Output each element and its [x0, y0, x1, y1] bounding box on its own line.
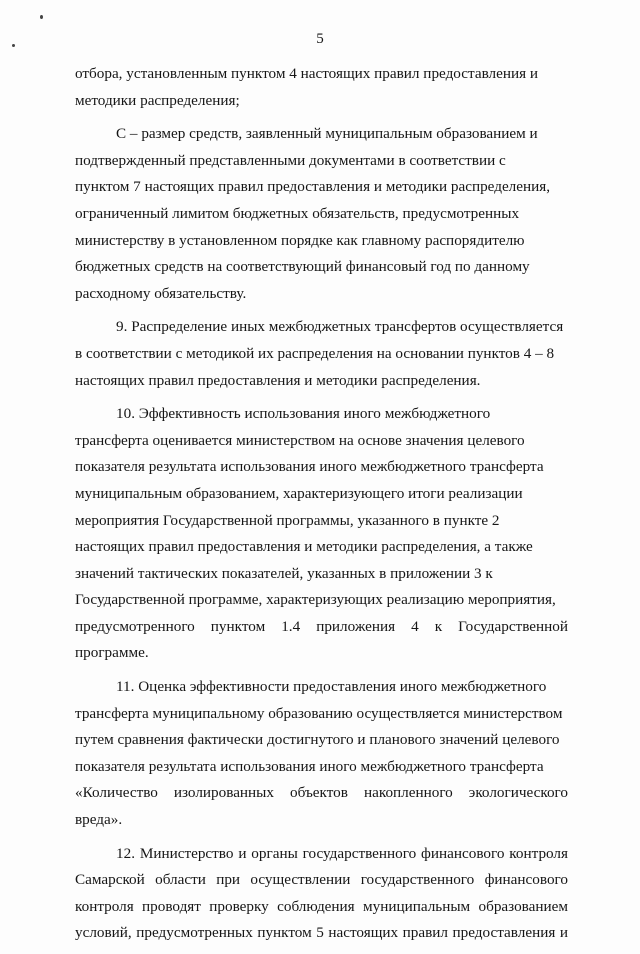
paragraph-1 — [75, 61, 568, 114]
paragraph-item-10 — [75, 401, 568, 667]
line: муниципальным образованием, характеризующего итоги реализации — [75, 484, 523, 502]
line: в соответствии с методикой их распределения на основании пунктов 4 – 8 — [75, 344, 555, 362]
scan-speck — [40, 15, 43, 19]
paragraph-item-11 — [75, 674, 568, 834]
line: трансферта муниципальному образованию осуществляется министерством — [75, 704, 563, 722]
line: показателя результата использования иного межбюджетного трансферта — [75, 757, 544, 775]
paragraph-item-9 — [75, 314, 568, 394]
page-number: 5 — [316, 31, 324, 47]
line: Государственной программе, характеризующих реализацию мероприятия, — [75, 591, 556, 609]
line: расходному обязательству. — [75, 284, 247, 302]
line: методики распределения; — [75, 91, 240, 109]
line: значений тактических показателей, указанных в приложении 3 к — [75, 564, 493, 582]
line: предусмотренного пунктом 1.4 приложения 4 к Государственной программе. — [75, 617, 568, 662]
line: «Количество изолированных объектов накопленного экологического вреда». — [75, 784, 568, 829]
line: отбора, установленным пунктом 4 настоящих правил предоставления и — [75, 65, 539, 82]
line: Самарской области при осуществлении государственного финансового — [75, 871, 568, 889]
paragraph-c-definition — [75, 121, 568, 307]
line: трансферта оценивается министерством на основе значения целевого — [75, 431, 525, 449]
line: 11. Оценка эффективности предоставления иного межбюджетного — [116, 678, 547, 696]
line: пунктом 7 настоящих правил предоставления и методики распределения, — [75, 178, 551, 196]
line: 12. Министерство и органы государственного финансового контроля — [116, 844, 568, 862]
line: контроля проводят проверку соблюдения муниципальным образованием — [75, 897, 568, 915]
line: настоящих правил предоставления и методики распределения, а также — [75, 538, 533, 556]
line: 9. Распределение иных межбюджетных трансфертов осуществляется — [116, 318, 564, 336]
line: ограниченный лимитом бюджетных обязательств, предусмотренных — [75, 204, 520, 222]
line: настоящих правил предоставления и методики распределения. — [75, 371, 481, 389]
line: подтвержденный представленными документами в соответствии с — [75, 151, 506, 169]
line: путем сравнения фактически достигнутого и планового значений целевого — [75, 731, 560, 749]
line: показателя результата использования иного межбюджетного трансферта — [75, 458, 544, 476]
line: условий, предусмотренных пунктом 5 настоящих правил предоставления и — [75, 924, 568, 942]
line: мероприятия Государственной программы, указанного в пункте 2 — [75, 511, 500, 529]
line: 10. Эффективность использования иного межбюджетного — [116, 405, 491, 423]
line: C – размер средств, заявленный муниципальным образованием и — [116, 125, 538, 143]
line: министерству в установленном порядке как главному распорядителю — [75, 231, 525, 249]
document-body — [75, 61, 568, 954]
line: бюджетных средств на соответствующий финансовый год по данному — [75, 258, 530, 276]
paragraph-item-12 — [75, 841, 568, 947]
